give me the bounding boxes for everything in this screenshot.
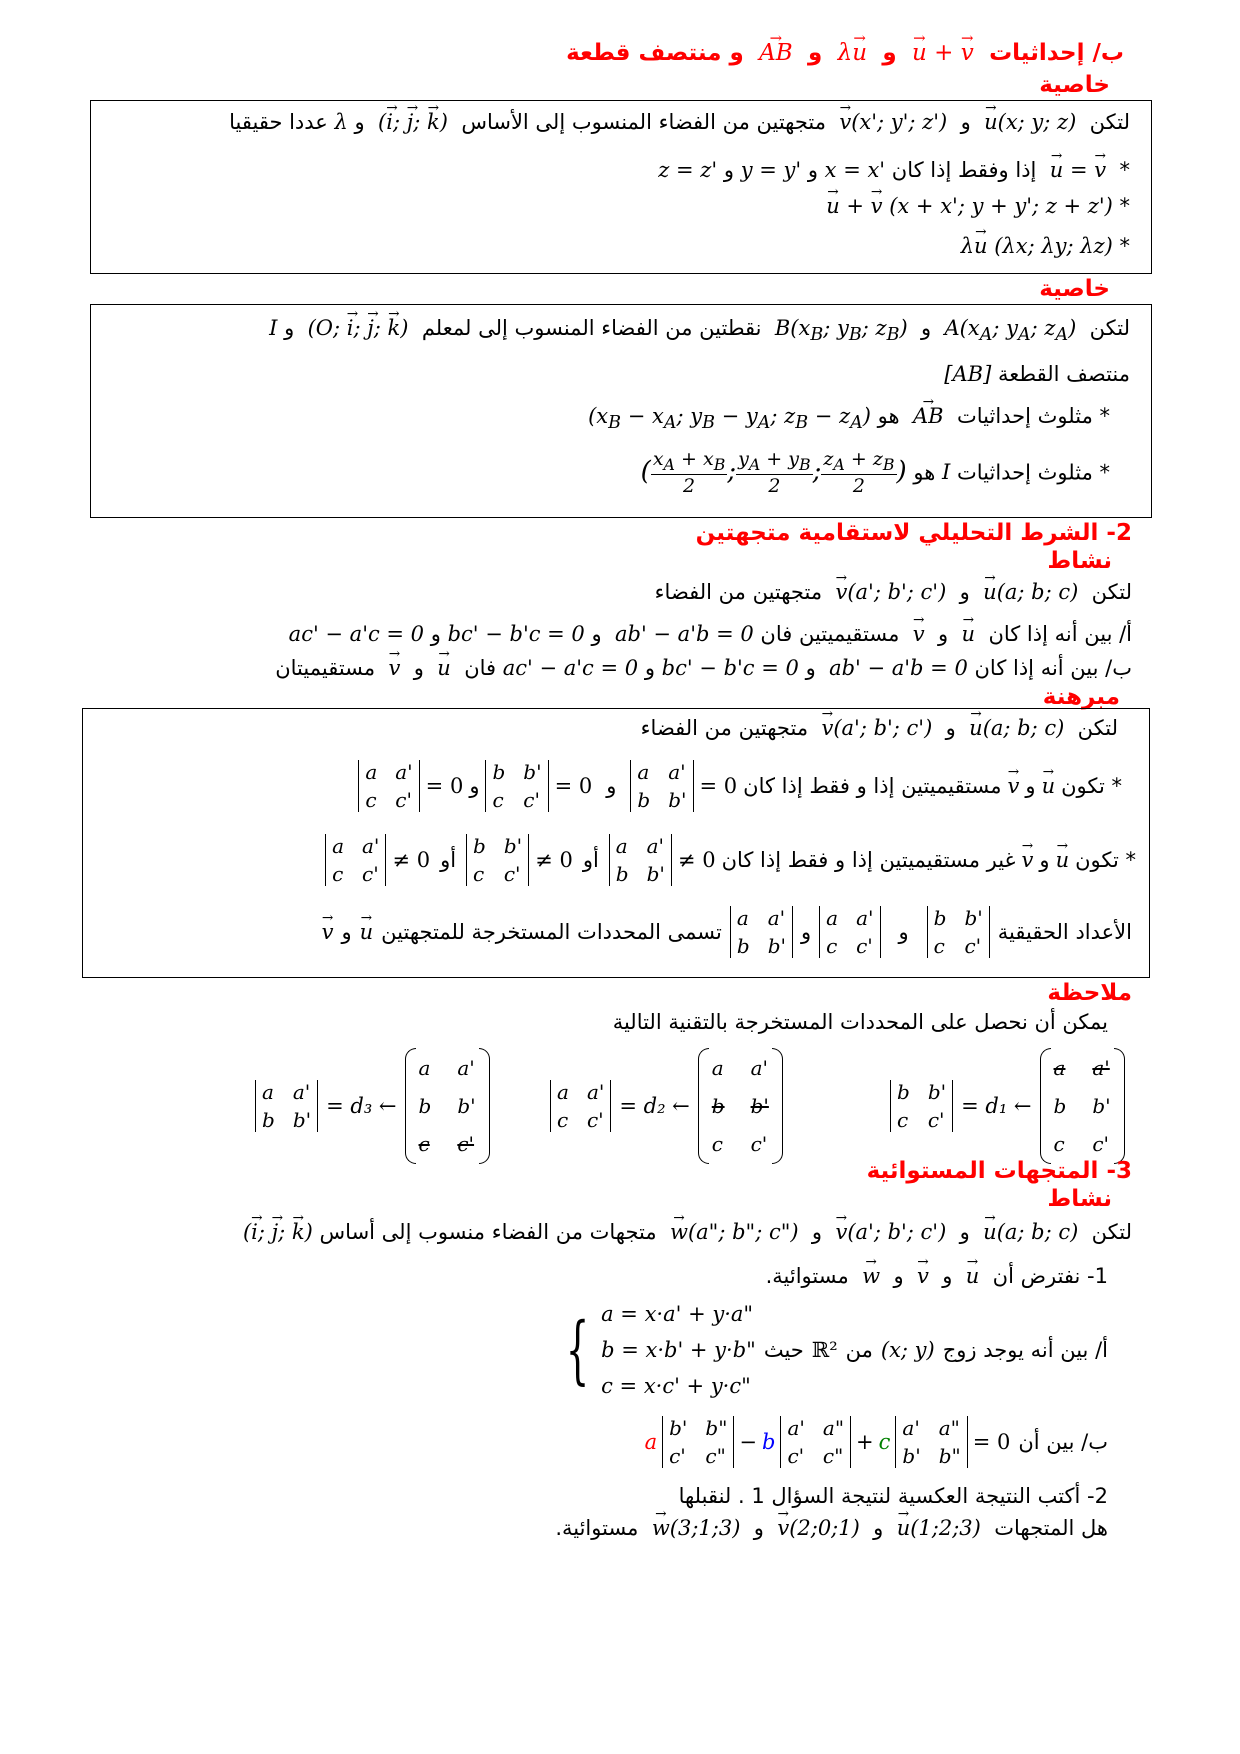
s3-intro-a: لتكن bbox=[1091, 1220, 1132, 1244]
d3-label: = d₃ ← bbox=[326, 1094, 397, 1118]
s3-u: → u(a; b; c) bbox=[976, 1220, 1085, 1244]
property2-line3 bbox=[581, 404, 1110, 433]
eq0: = 0 bbox=[425, 774, 464, 798]
sys-line: b = x·b' + y·b" bbox=[601, 1338, 756, 1362]
p1-v-coords: → v(x'; y'; z') bbox=[833, 110, 954, 134]
pr-l2-d1 bbox=[609, 834, 716, 886]
s3-pair: (x; y) bbox=[880, 1338, 935, 1362]
s3-qa-mid: من bbox=[845, 1338, 873, 1362]
or: أو bbox=[582, 848, 599, 872]
star: * bbox=[1119, 234, 1130, 258]
s2-c3: ac' − a'c = 0 bbox=[288, 622, 425, 646]
det-d1: b b' c c' bbox=[890, 1080, 953, 1132]
s3-system bbox=[554, 1296, 756, 1404]
mat-d2: a a' b b' c c' bbox=[698, 1052, 783, 1160]
d1-label: = d₁ ← bbox=[961, 1094, 1032, 1118]
s2-qa-mid: مستقيميتين فان bbox=[760, 622, 900, 646]
and: و bbox=[723, 158, 734, 182]
s2-qb-c3: ac' − a'c = 0 bbox=[502, 656, 639, 680]
det-bc-3: b b' c c' bbox=[927, 906, 990, 958]
s3-qb: ب/ بين أن bbox=[1018, 1430, 1108, 1454]
s2-qb-end: مستقيميتان bbox=[275, 656, 376, 680]
neq0: ≠ 0 bbox=[677, 848, 716, 872]
p2-i-coords: ( $\frac{x_A + x_B}{2}$ ; $\frac{y_A + y_B}{2}$ ; $\frac{z_A + z_B}{2}$ ) bbox=[640, 448, 907, 497]
property1-line3 bbox=[820, 194, 1131, 218]
and: و bbox=[591, 622, 602, 646]
p2-i-is: هو bbox=[913, 460, 936, 485]
p1-intro-a: لتكن bbox=[1089, 110, 1130, 134]
p2-I-2: I bbox=[941, 460, 951, 485]
title-text-4: و منتصف قطعة bbox=[566, 40, 744, 66]
title-text-2: و bbox=[882, 40, 897, 66]
or: أو bbox=[440, 848, 457, 872]
pr-l3-b: تسمى المحددات المستخرجة للمتجهتين bbox=[381, 920, 722, 944]
s2-qb-c1: ab' − a'b = 0 bbox=[829, 656, 968, 680]
section-b-title bbox=[566, 40, 1124, 66]
p2-mid-text: منتصف القطعة bbox=[997, 362, 1130, 386]
and: و bbox=[898, 920, 909, 944]
and: و bbox=[430, 622, 441, 646]
mat-d1: a a' b b' c c' bbox=[1040, 1052, 1125, 1160]
p2-frame: (O; → i; → j; → k) bbox=[301, 316, 415, 340]
s3-expansion: a b' b" c' c" − b a' a" c' c" + c a' a" b' b" = 0 bbox=[644, 1416, 1011, 1468]
technique-d3 bbox=[255, 1052, 490, 1160]
d2-label: = d₂ ← bbox=[619, 1094, 690, 1118]
pr-l3-v: → v bbox=[322, 920, 334, 944]
s3-q1-u: → u bbox=[959, 1264, 986, 1288]
title-text-3: و bbox=[808, 40, 823, 66]
pr-l2-d2 bbox=[466, 834, 573, 886]
p1-lambda: λ bbox=[334, 110, 348, 134]
pr-intro-b: و bbox=[945, 716, 956, 740]
p1-eq-c1: x = x' bbox=[824, 158, 886, 182]
and: و bbox=[893, 1264, 904, 1288]
and: و bbox=[942, 1264, 953, 1288]
s3-q3-d: مستوائية. bbox=[555, 1516, 639, 1540]
s3-intro-d: متجهات من الفضاء منسوب إلى أساس bbox=[319, 1220, 657, 1244]
proof-intro bbox=[641, 716, 1118, 740]
section3-qa bbox=[554, 1296, 1108, 1404]
section3-intro bbox=[236, 1220, 1132, 1244]
s3-q1-end: مستوائية. bbox=[765, 1264, 849, 1288]
s2-intro-c: متجهتين من الفضاء bbox=[654, 580, 823, 604]
s2-intro-b: و bbox=[959, 580, 970, 604]
and: و bbox=[469, 774, 480, 798]
s3-q3-c: و bbox=[753, 1516, 764, 1540]
p1-intro-e: عددا حقيقيا bbox=[229, 110, 328, 134]
pr-l1-a: * تكون bbox=[1061, 774, 1122, 798]
det-ac-3: a a' c c' bbox=[819, 906, 880, 958]
section2-qb bbox=[275, 656, 1132, 680]
property1-heading: خاصية bbox=[1039, 72, 1110, 98]
frac-x: $\frac{x_A + x_B}{2}$ bbox=[652, 448, 726, 497]
p1-scal: λ→ u (λx; λy; λz) bbox=[954, 234, 1113, 258]
title-math-lu: λ→ u bbox=[830, 40, 874, 66]
s2-qb-u: → u bbox=[431, 656, 458, 680]
section2-activity: نشاط bbox=[1047, 548, 1112, 574]
property2-line1 bbox=[269, 316, 1130, 345]
section3-q3 bbox=[555, 1516, 1108, 1540]
s3-qa-end: حيث bbox=[763, 1338, 804, 1362]
p2-intro-a: لتكن bbox=[1089, 316, 1130, 340]
s2-qb: ب/ بين أنه إذا كان bbox=[974, 656, 1132, 680]
eq0: = 0 bbox=[699, 774, 738, 798]
property1-line4 bbox=[954, 234, 1130, 258]
s2-c1: ab' − a'b = 0 bbox=[615, 622, 754, 646]
p1-intro-b: و bbox=[960, 110, 971, 134]
det-d3: a a' b b' bbox=[255, 1080, 318, 1132]
pr-l2-b: و bbox=[1039, 848, 1050, 872]
det-ac-dd: a' a" c' c" bbox=[780, 1416, 851, 1468]
star: * bbox=[1119, 158, 1130, 182]
title-math-ab: → AB bbox=[752, 40, 800, 66]
det-d2: a a' c c' bbox=[550, 1080, 611, 1132]
sys-line: a = x·a' + y·a" bbox=[601, 1302, 754, 1326]
and: و bbox=[644, 656, 655, 680]
pr-l1-dets3 bbox=[358, 760, 463, 812]
brace-icon: { bbox=[565, 1307, 590, 1393]
p1-eq-lhs: → u = → v bbox=[1043, 158, 1113, 182]
s3-basis: (→ i; → j; → k) bbox=[236, 1220, 313, 1244]
det-ac: a a' c c' bbox=[358, 760, 419, 812]
s3-q1-w: → w bbox=[855, 1264, 886, 1288]
pr-l2-c: غير مستقيميتين إذا و فقط إذا كان bbox=[721, 848, 1016, 872]
section3-q1 bbox=[766, 1264, 1108, 1288]
proof-line2 bbox=[325, 834, 1136, 886]
s2-qa-v: → v bbox=[906, 622, 931, 646]
p2-I: I bbox=[269, 316, 278, 340]
p2-intro-d: و bbox=[284, 316, 295, 340]
pr-l1-dets2 bbox=[485, 760, 592, 812]
neq0: ≠ 0 bbox=[392, 848, 431, 872]
remark-text: يمكن أن نحصل على المحددات المستخرجة بالتقنية التالية bbox=[612, 1010, 1108, 1034]
p2-intro-b: و bbox=[921, 316, 932, 340]
property2-heading: خاصية bbox=[1039, 276, 1110, 302]
s3-q3-b: و bbox=[873, 1516, 884, 1540]
star: * bbox=[1119, 194, 1130, 218]
property2-line4 bbox=[641, 448, 1110, 497]
s3-u2: → u(1;2;3) bbox=[890, 1516, 988, 1540]
two: 2 bbox=[768, 474, 781, 497]
det-ab-3: a a' b b' bbox=[730, 906, 793, 958]
p2-seg: [AB] bbox=[944, 362, 992, 386]
s3-q1: 1- نفترض أن bbox=[992, 1264, 1108, 1288]
frac-z: $\frac{z_A + z_B}{2}$ bbox=[823, 448, 895, 497]
and: و bbox=[938, 622, 949, 646]
det-ab: a a' b b' bbox=[630, 760, 693, 812]
section2-intro bbox=[655, 580, 1132, 604]
s3-v2: → v(2;0;1) bbox=[771, 1516, 867, 1540]
pr-l2-a: * تكون bbox=[1075, 848, 1136, 872]
p1-eq-c3: z = z' bbox=[658, 158, 718, 182]
neq0: ≠ 0 bbox=[535, 848, 573, 872]
s3-q1-v: → v bbox=[910, 1264, 935, 1288]
sys-line: c = x·c' + y·c" bbox=[601, 1374, 751, 1398]
pr-l1-u: → u bbox=[1042, 774, 1056, 798]
p2-intro-c: نقطتين من الفضاء المنسوب إلى لمعلم bbox=[421, 316, 762, 340]
p1-eq-text: إذا وفقط إذا كان bbox=[891, 158, 1037, 182]
s2-qa: أ/ بين أنه إذا كان bbox=[988, 622, 1132, 646]
section2-qa bbox=[289, 622, 1132, 646]
two: 2 bbox=[683, 474, 696, 497]
and: و bbox=[413, 656, 424, 680]
and: و bbox=[801, 920, 812, 944]
p1-basis: (→ i; → j; → k) bbox=[371, 110, 454, 134]
and: و bbox=[807, 158, 818, 182]
eq0: = 0 bbox=[972, 1430, 1011, 1454]
s2-qa-u: → u bbox=[955, 622, 982, 646]
det-ab-2: a a' b b' bbox=[609, 834, 672, 886]
p2-i-text: * مثلوث إحداثيات bbox=[956, 460, 1110, 485]
section3-qb bbox=[645, 1416, 1108, 1468]
det-bc: b b' c c' bbox=[485, 760, 548, 812]
two: 2 bbox=[852, 474, 865, 497]
s3-w2: → w(3;1;3) bbox=[645, 1516, 747, 1540]
p1-intro-c: متجهتين من الفضاء المنسوب إلى الأساس bbox=[461, 110, 826, 134]
s2-qb-v: → v bbox=[382, 656, 407, 680]
coef-b: b bbox=[762, 1430, 776, 1454]
section2-title: 2- الشرط التحليلي لاستقامية متجهتين bbox=[695, 520, 1132, 546]
technique-d2 bbox=[550, 1052, 783, 1160]
s3-qa: أ/ بين أنه يوجد زوج bbox=[942, 1338, 1108, 1362]
coef-c: c bbox=[878, 1430, 891, 1454]
p2-B: $B(x_B$; $y_B$; $z_B$) bbox=[768, 316, 915, 346]
pr-intro-a: لتكن bbox=[1077, 716, 1118, 740]
and: و bbox=[805, 656, 816, 680]
p2-is: هو bbox=[877, 404, 900, 428]
p2-A: $A(x_A$; $y_A$; $z_A$) bbox=[937, 316, 1083, 346]
and: و bbox=[606, 774, 617, 798]
frac-y: $\frac{y_A + y_B}{2}$ bbox=[738, 448, 811, 497]
title-math-uv: → u + → v bbox=[905, 40, 981, 66]
s2-u: → u(a; b; c) bbox=[976, 580, 1085, 604]
s2-c2: bc' − b'c = 0 bbox=[447, 622, 585, 646]
pr-l1-dets bbox=[630, 760, 737, 812]
s3-q3-a: هل المتجهات bbox=[994, 1516, 1108, 1540]
p2-ab-coords: ($x_B - x_A$; $y_B - y_A$; $z_B - z_A$) bbox=[581, 404, 871, 434]
property1-line2 bbox=[658, 158, 1130, 182]
p1-u-coords: → u(x; y; z) bbox=[977, 110, 1083, 134]
s3-v: → v(a'; b'; c') bbox=[829, 1220, 953, 1244]
s2-qb-c2: bc' − b'c = 0 bbox=[661, 656, 799, 680]
mat-d3: a a' b b' c c' bbox=[405, 1052, 490, 1160]
s2-qb-mid: فان bbox=[464, 656, 497, 680]
eq0: = 0 bbox=[554, 774, 593, 798]
title-text-1: ب/ إحداثيات bbox=[989, 40, 1124, 66]
pr-l2-v: → v bbox=[1022, 848, 1034, 872]
p1-sum: → u + → v (x + x'; y + y'; z + z') bbox=[820, 194, 1113, 218]
pr-u: → u(a; b; c) bbox=[962, 716, 1071, 740]
section3-activity: نشاط bbox=[1047, 1186, 1112, 1212]
pr-intro-c: متجهتين من الفضاء bbox=[640, 716, 809, 740]
s2-intro-a: لتكن bbox=[1091, 580, 1132, 604]
det-bc-dd: b' b" c' c" bbox=[662, 1416, 734, 1468]
remark-heading: ملاحظة bbox=[1047, 980, 1132, 1006]
s3-r2: ℝ² bbox=[811, 1338, 838, 1362]
pr-l3-a: الأعداد الحقيقية bbox=[997, 920, 1132, 944]
pr-l1-b: و bbox=[1025, 774, 1036, 798]
coef-a: a bbox=[644, 1430, 658, 1454]
p2-ab-vec: → AB bbox=[906, 404, 950, 428]
proof-line1 bbox=[358, 760, 1122, 812]
p1-eq-c2: y = y' bbox=[740, 158, 802, 182]
s2-v: → v(a'; b'; c') bbox=[829, 580, 953, 604]
det-ab-dd: a' a" b' b" bbox=[895, 1416, 967, 1468]
proof-heading: مبرهنة bbox=[1042, 684, 1120, 710]
pr-l1-c: مستقيميتين إذا و فقط إذا كان bbox=[743, 774, 1002, 798]
s3-sys-lines bbox=[601, 1296, 756, 1404]
p1-intro-d: و bbox=[354, 110, 365, 134]
pr-l3-u: → u bbox=[360, 920, 374, 944]
remark-techniques bbox=[255, 1042, 1135, 1156]
technique-d1 bbox=[890, 1052, 1125, 1160]
p2-ab-text: * مثلوث إحداثيات bbox=[956, 404, 1110, 428]
section3-title: 3- المتجهات المستوائية bbox=[866, 1158, 1132, 1184]
s3-intro-b: و bbox=[959, 1220, 970, 1244]
and: و bbox=[341, 920, 352, 944]
pr-v: → v(a'; b'; c') bbox=[815, 716, 939, 740]
pr-l1-v: → v bbox=[1008, 774, 1020, 798]
det-ac-2: a a' c c' bbox=[325, 834, 386, 886]
pr-l2-u: → u bbox=[1056, 848, 1070, 872]
property2-line2 bbox=[944, 362, 1130, 386]
property1-line1 bbox=[229, 110, 1130, 134]
pr-l2-d3 bbox=[325, 834, 430, 886]
section3-q2: 2- أكتب النتيجة العكسية لنتيجة السؤال 1 . لنقبلها bbox=[678, 1484, 1108, 1508]
proof-line3 bbox=[322, 906, 1132, 958]
s3-intro-c: و bbox=[811, 1220, 823, 1244]
det-bc-2: b b' c c' bbox=[466, 834, 529, 886]
s3-w: → w(a"; b"; c") bbox=[663, 1220, 805, 1244]
